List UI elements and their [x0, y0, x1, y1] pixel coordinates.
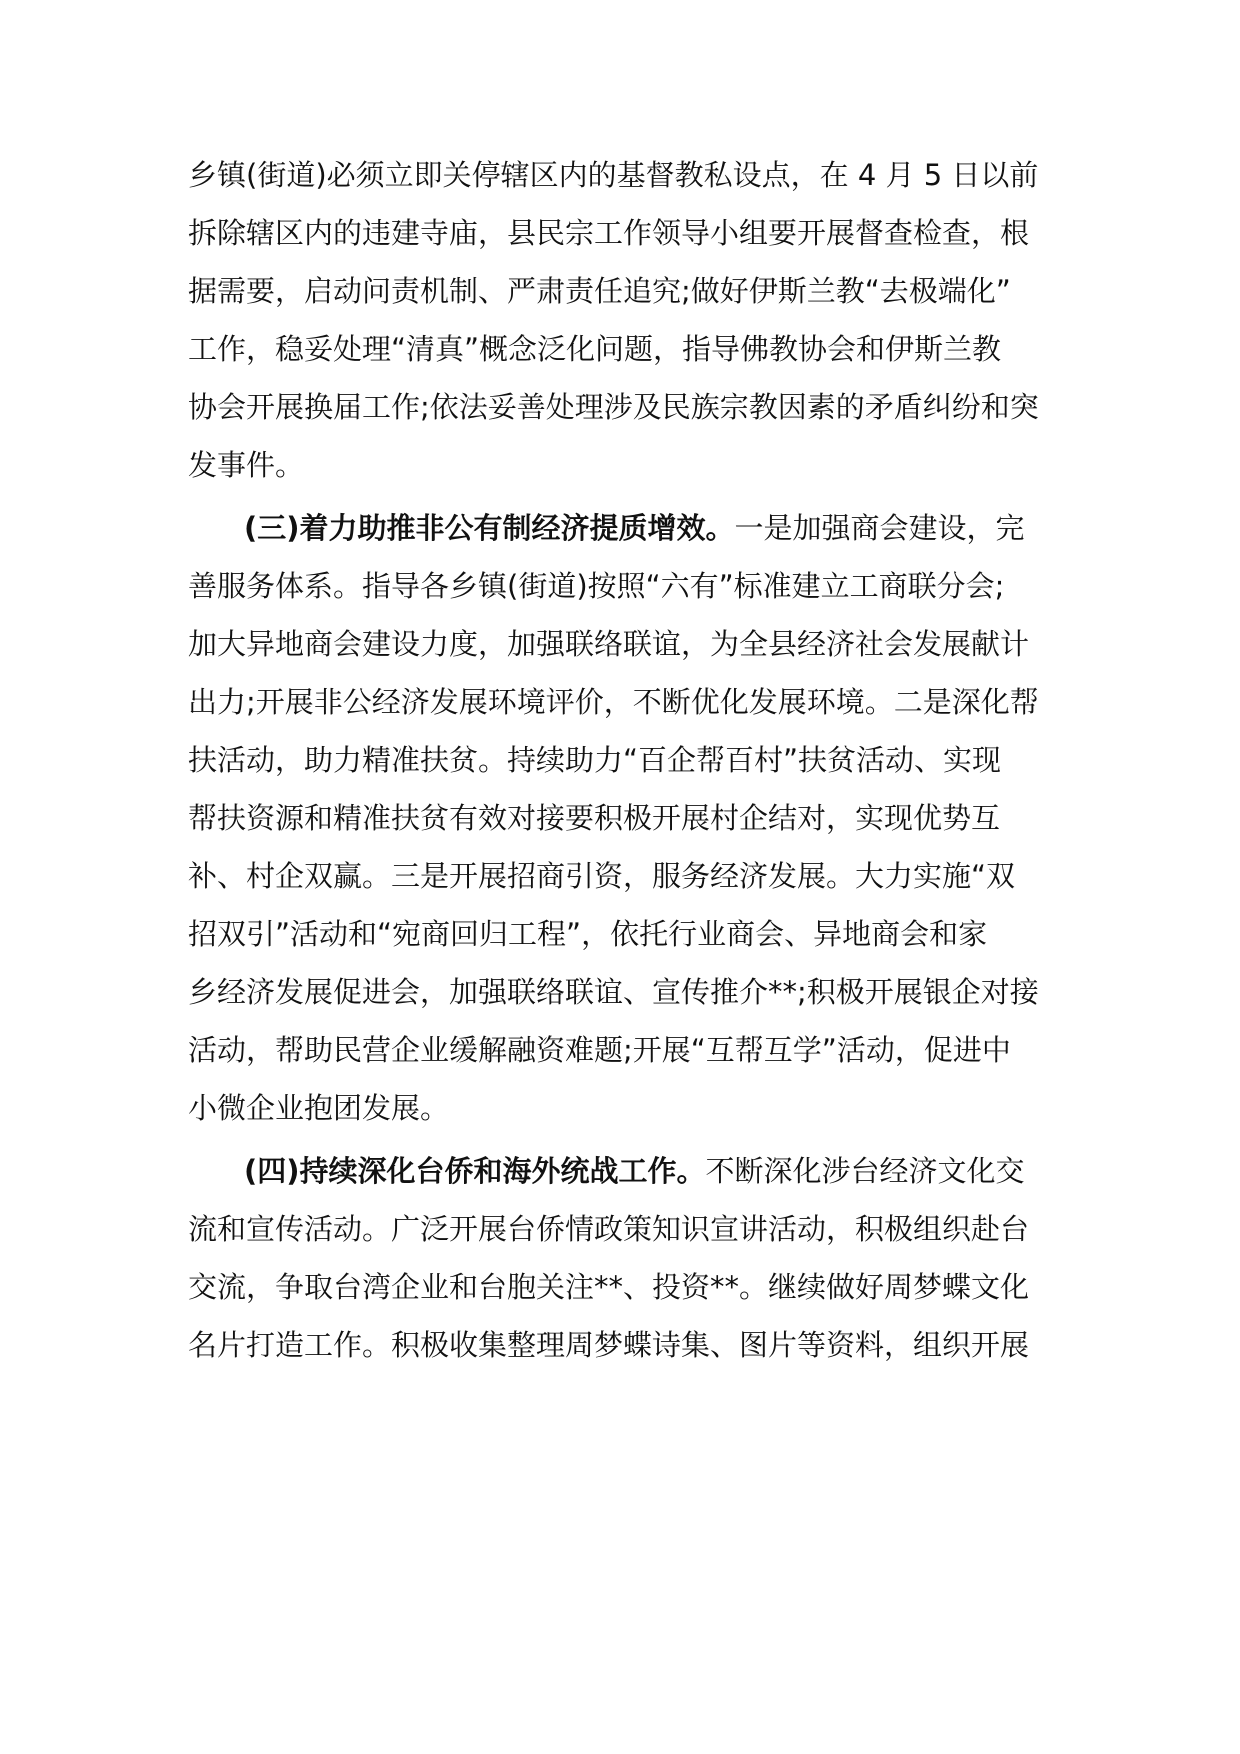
paragraph-line: 加大异地商会建设力度，加强联络联谊，为全县经济社会发展献计: [188, 627, 1030, 661]
section-3-first-line: [244, 503, 1025, 553]
paragraph-line: 名片打造工作。积极收集整理周梦蝶诗集、图片等资料，组织开展: [188, 1328, 1030, 1362]
paragraph-line: 活动，帮助民营企业缓解融资难题;开展“互帮互学”活动，促进中: [188, 1033, 1011, 1067]
paragraph-line: 发事件。: [188, 448, 305, 482]
paragraph-line: 交流，争取台湾企业和台胞关注**、投资**。继续做好周梦蝶文化: [188, 1270, 1030, 1304]
paragraph-line: 出力;开展非公经济发展环境评价，不断优化发展环境。二是深化帮: [188, 685, 1039, 719]
paragraph-line: 扶活动，助力精准扶贫。持续助力“百企帮百村”扶贫活动、实现: [188, 743, 1002, 777]
section-4-first-line-text: 不断深化涉台经济文化交: [705, 1154, 1025, 1188]
section-4-heading: (四)持续深化台侨和海外统战工作。: [244, 1154, 706, 1188]
section-3-first-line-text: 一是加强商会建设，完: [734, 511, 1025, 545]
paragraph-line: 乡经济发展促进会，加强联络联谊、宣传推介**;积极开展银企对接: [188, 975, 1039, 1009]
paragraph-line: 流和宣传活动。广泛开展台侨情政策知识宣讲活动，积极组织赴台: [188, 1212, 1030, 1246]
paragraph-line: 善服务体系。指导各乡镇(街道)按照“六有”标准建立工商联分会;: [188, 569, 1005, 603]
paragraph-line: 协会开展换届工作;依法妥善处理涉及民族宗教因素的矛盾纠纷和突: [188, 390, 1039, 424]
paragraph-line: 拆除辖区内的违建寺庙，县民宗工作领导小组要开展督查检查，根: [188, 216, 1030, 250]
paragraph-line: 补、村企双赢。三是开展招商引资，服务经济发展。大力实施“双: [188, 859, 1016, 893]
section-3-heading: (三)着力助推非公有制经济提质增效。: [244, 511, 735, 545]
paragraph-line: 据需要，启动问责机制、严肃责任追究;做好伊斯兰教“去极端化”: [188, 274, 1011, 308]
section-4-first-line: [244, 1146, 1025, 1196]
paragraph-line: 帮扶资源和精准扶贫有效对接要积极开展村企结对，实现优势互: [188, 801, 1001, 835]
paragraph-line: 乡镇(街道)必须立即关停辖区内的基督教私设点，在 4 月 5 日以前: [188, 158, 1039, 192]
paragraph-line: 工作，稳妥处理“清真”概念泛化问题，指导佛教协会和伊斯兰教: [188, 332, 1002, 366]
paragraph-line: 小微企业抱团发展。: [188, 1091, 450, 1125]
paragraph-line: 招双引”活动和“宛商回归工程”，依托行业商会、异地商会和家: [188, 917, 988, 951]
